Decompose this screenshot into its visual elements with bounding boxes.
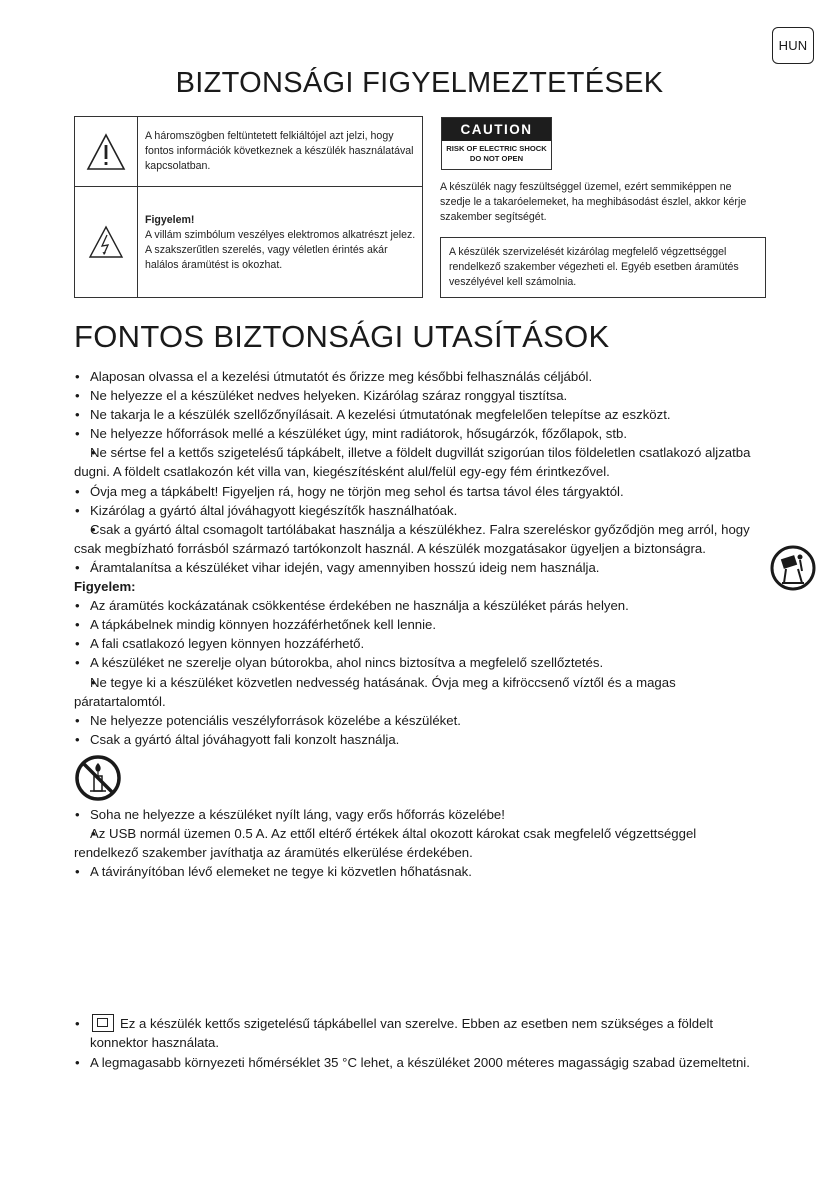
lower-notes [74,1014,764,1072]
flame-list [74,805,764,881]
instructions-title: FONTOS BIZTONSÁGI UTASÍTÁSOK [74,319,610,354]
warning-heading: Figyelem: [74,579,136,595]
list-item: • Áramtalanítsa a készüléket vihar idején, vagy amennyiben hosszú ideig nem használja. [74,558,764,577]
list-item: • A fali csatlakozó legyen könnyen hozzáférhető. [74,634,764,653]
caution-subtitle [442,141,551,164]
list-item: • Óvja meg a tápkábelt! Figyeljen rá, hogy ne törjön meg sehol és tartsa távol éles tárgyaktól. [74,482,764,501]
caution-sub-1: RISK OF ELECTRIC SHOCK [446,144,547,153]
triangle-description: A háromszögben feltüntetett felkiáltójel azt jelzi, hogy fontos információk következnek a készülék használatával kapcsolatban. [145,130,414,172]
triangle-row [75,117,422,187]
list-item: • Ne helyezze potenciális veszélyforrások közelébe a készüléket. [74,711,764,730]
double-insulation-text: Ez a készülék kettős szigetelésű tápkábellel van szerelve. Ebben az esetben nem szükséges a földelt konnektor használata. [90,1016,714,1051]
lightning-heading: Figyelem! [145,214,195,226]
instructions-content [74,367,764,881]
language-badge: HUN [772,27,814,64]
lightning-triangle-icon [75,186,138,297]
list-item: • Ne tegye ki a készüléket közvetlen nedvesség hatásának. Óvja meg a kifröccsenő víztől és a magas páratartalomtól. [74,673,764,711]
list-item: • A legmagasabb környezeti hőmérséklet 35 °C lehet, a készüléket 2000 méteres magasságig szabad üzemeltetni. [74,1053,764,1072]
list-item: • Ne sértse fel a kettős szigetelésű tápkábelt, illetve a földelt dugvillát szigorúan tilos földeletlen csatlakozó aljzatba dugni. A földelt csatlakozón két villa van, kiegészítésként alul/felül egy-egy fém érintkezővel. [74,443,764,481]
list-item: • Ne helyezze el a készüléket nedves helyeken. Kizárólag száraz ronggyal tisztítsa. [74,386,764,405]
list-item: • Soha ne helyezze a készüléket nyílt láng, vagy erős hőforrás közelébe! [74,805,764,824]
lightning-text: A villám szimbólum veszélyes elektromos alkatrészt jelez. A szakszerűtlen szerelés, vagy véletlen érintés akár halálos áramütést is okozhat. [145,229,416,271]
high-voltage-text: A készülék nagy feszültséggel üzemel, ezért semmiképpen ne szedje le a takaróelemeket, ha meghibásodást észlel, akkor kérje szakember segítségét. [440,181,747,223]
symbol-explanation-table [74,116,423,298]
list-item: • Csak a gyártó által csomagolt tartólábakat használja a készülékhez. Falra szereléskor győződjön meg arról, hogy csak megbízható forrásból származó tartókonzolt használ. A készülék mozgatásakor ügyeljen a biztonságra. [74,520,764,558]
list-item: • Ne helyezze hőforrások mellé a készüléket úgy, mint radiátorok, hősugárzók, főzőlapok, stb. [74,424,764,443]
double-insulation-icon [92,1014,114,1032]
warning-list [74,596,764,749]
instruction-list [74,367,764,577]
list-item: • A tápkábelnek mindig könnyen hozzáférhetőnek kell lennie. [74,615,764,634]
list-item: • Ne takarja le a készülék szellőzőnyílásait. A kezelési útmutatónak megfelelően telepítse az eszközt. [74,405,764,424]
list-item: • Kizárólag a gyártó által jóváhagyott kiegészítők használhatóak. [74,501,764,520]
list-item: • A távirányítóban lévő elemeket ne tegye ki közvetlen hőhatásnak. [74,862,764,881]
list-item: • Alaposan olvassa el a kezelési útmutatót és őrizze meg későbbi felhasználás céljából. [74,367,764,386]
safety-warnings-title: BIZTONSÁGI FIGYELMEZTETÉSEK [175,67,664,99]
lightning-description [145,213,416,273]
list-item: • A készüléket ne szerelje olyan bútorokba, ahol nincs biztosítva a megfelelő szellőztetés. [74,653,764,672]
list-item: • Az áramütés kockázatának csökkentése érdekében ne használja a készüléket párás helyen. [74,596,764,615]
list-item [74,1014,764,1052]
caution-sub-2: DO NOT OPEN [469,154,524,163]
lower-list [74,1014,764,1072]
list-item: • Csak a gyártó által jóváhagyott fali konzolt használja. [74,730,764,749]
exclamation-triangle-icon [75,117,138,186]
list-item: • Az USB normál üzemen 0.5 A. Az ettől eltérő értékek által okozott károkat csak megfelelő végzettséggel rendelkező szakember javíthatja az áramütés elkerülése érdekében. [74,824,764,862]
no-open-flame-icon [74,754,764,801]
lightning-row [75,186,422,297]
tip-over-cart-icon [770,543,816,593]
service-notice-box: A készülék szervizelését kizárólag megfelelő végzettséggel rendelkező szakember végezheti el. Egyéb esetben áramütés veszélyével kell számolnia. [440,237,766,298]
caution-title: CAUTION [442,118,551,141]
caution-label [441,117,552,170]
